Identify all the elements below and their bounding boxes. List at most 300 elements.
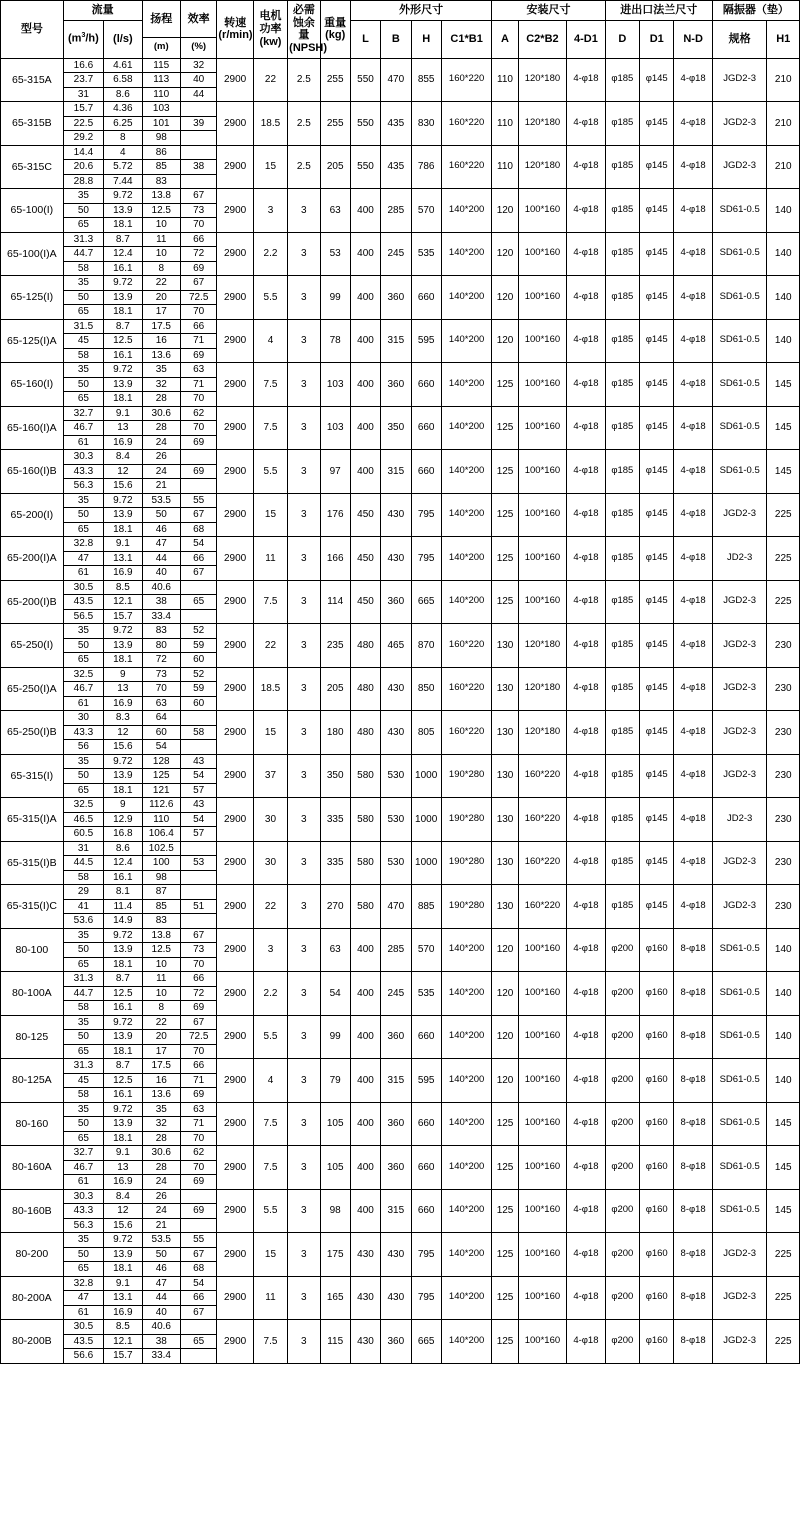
cell-flow-m3h: 30.5 — [63, 580, 103, 595]
cell-flange-d1: φ145 — [640, 885, 674, 929]
cell-efficiency: 55 — [180, 1233, 216, 1248]
cell-flow-m3h: 65 — [63, 522, 103, 537]
cell-speed: 2900 — [217, 1015, 253, 1059]
cell-efficiency: 60 — [180, 653, 216, 668]
cell-weight: 235 — [320, 624, 350, 668]
cell-speed: 2900 — [217, 232, 253, 276]
cell-install-a: 125 — [492, 1102, 518, 1146]
cell-flange-d1: φ145 — [640, 841, 674, 885]
cell-flange-nd: 4-φ18 — [674, 493, 712, 537]
table-row — [1, 450, 800, 465]
cell-damper-spec: SD61-0.5 — [712, 319, 767, 363]
cell-dim-l: 400 — [350, 232, 380, 276]
cell-damper-spec: SD61-0.5 — [712, 363, 767, 407]
cell-head: 17.5 — [142, 1059, 180, 1074]
cell-npsh: 3 — [288, 754, 320, 798]
cell-model: 65-100(I)A — [1, 232, 64, 276]
cell-weight: 166 — [320, 537, 350, 581]
cell-install-4d1: 4-φ18 — [567, 1276, 605, 1320]
cell-install-a: 110 — [492, 102, 518, 146]
table-row — [1, 189, 800, 204]
cell-dim-l: 400 — [350, 189, 380, 233]
cell-flow-m3h: 43.3 — [63, 464, 103, 479]
cell-install-a: 110 — [492, 145, 518, 189]
cell-dim-h: 885 — [411, 885, 441, 929]
cell-efficiency: 69 — [180, 464, 216, 479]
cell-install-4d1: 4-φ18 — [567, 537, 605, 581]
header-weight-label: 重量 — [324, 16, 347, 29]
cell-efficiency: 68 — [180, 1262, 216, 1277]
cell-dim-l: 550 — [350, 58, 380, 102]
cell-dim-h: 660 — [411, 1146, 441, 1190]
header-npsh-unit: (NPSH) — [289, 41, 328, 54]
table-row — [1, 624, 800, 639]
cell-head: 21 — [142, 479, 180, 494]
cell-efficiency: 58 — [180, 725, 216, 740]
header-flow-unit-ls: (l/s) — [104, 20, 142, 58]
cell-model: 80-200 — [1, 1233, 64, 1277]
cell-dim-l: 400 — [350, 319, 380, 363]
cell-efficiency — [180, 131, 216, 146]
cell-install-4d1: 4-φ18 — [567, 363, 605, 407]
cell-dim-b: 360 — [381, 363, 411, 407]
cell-head: 47 — [142, 1276, 180, 1291]
cell-flow-m3h: 61 — [63, 1175, 103, 1190]
cell-efficiency: 59 — [180, 682, 216, 697]
cell-speed: 2900 — [217, 972, 253, 1016]
cell-dim-h: 795 — [411, 493, 441, 537]
cell-dim-b: 530 — [381, 754, 411, 798]
cell-flange-nd: 4-φ18 — [674, 363, 712, 407]
cell-power: 30 — [253, 841, 287, 885]
cell-efficiency: 71 — [180, 334, 216, 349]
cell-efficiency: 52 — [180, 667, 216, 682]
cell-install-a: 125 — [492, 1320, 518, 1364]
cell-dim-h: 795 — [411, 1276, 441, 1320]
cell-head: 87 — [142, 885, 180, 900]
table-row — [1, 667, 800, 682]
cell-efficiency: 70 — [180, 421, 216, 436]
cell-install-a: 120 — [492, 928, 518, 972]
cell-flow-ls: 13.1 — [104, 551, 142, 566]
cell-head: 121 — [142, 783, 180, 798]
cell-damper-h1: 145 — [767, 450, 800, 494]
cell-install-4d1: 4-φ18 — [567, 493, 605, 537]
cell-install-c2b2: 160*220 — [518, 798, 567, 842]
table-row — [1, 972, 800, 987]
header-efficiency: 效率 — [180, 1, 216, 38]
cell-head: 64 — [142, 711, 180, 726]
cell-dim-c1b1: 140*200 — [441, 450, 492, 494]
cell-flow-m3h: 47 — [63, 1291, 103, 1306]
cell-dim-h: 660 — [411, 1189, 441, 1233]
cell-speed: 2900 — [217, 885, 253, 929]
cell-install-4d1: 4-φ18 — [567, 1059, 605, 1103]
cell-efficiency: 67 — [180, 189, 216, 204]
table-row — [1, 1189, 800, 1204]
cell-head: 47 — [142, 537, 180, 552]
cell-dim-b: 530 — [381, 841, 411, 885]
cell-flow-m3h: 58 — [63, 1001, 103, 1016]
cell-speed: 2900 — [217, 1320, 253, 1364]
header-install-A: A — [492, 20, 518, 58]
cell-dim-b: 430 — [381, 711, 411, 755]
table-row — [1, 319, 800, 334]
header-power-unit: (kw) — [259, 35, 282, 48]
cell-power: 18.5 — [253, 667, 287, 711]
cell-head: 53.5 — [142, 1233, 180, 1248]
cell-flow-m3h: 56 — [63, 740, 103, 755]
cell-flow-ls: 18.1 — [104, 783, 142, 798]
cell-flange-d1: φ145 — [640, 276, 674, 320]
cell-head: 54 — [142, 740, 180, 755]
cell-dim-c1b1: 140*200 — [441, 1059, 492, 1103]
cell-weight: 205 — [320, 667, 350, 711]
cell-head: 63 — [142, 696, 180, 711]
header-inout-flange: 进出口法兰尺寸 — [605, 1, 712, 21]
cell-install-c2b2: 160*220 — [518, 841, 567, 885]
cell-dim-c1b1: 140*200 — [441, 1189, 492, 1233]
cell-dim-l: 430 — [350, 1320, 380, 1364]
cell-efficiency: 69 — [180, 261, 216, 276]
cell-flow-m3h: 65 — [63, 392, 103, 407]
cell-dim-b: 470 — [381, 885, 411, 929]
cell-install-c2b2: 120*180 — [518, 102, 567, 146]
cell-flow-ls: 13.1 — [104, 1291, 142, 1306]
cell-head: 50 — [142, 1247, 180, 1262]
cell-head: 128 — [142, 754, 180, 769]
cell-flow-ls: 12.5 — [104, 334, 142, 349]
cell-flow-m3h: 50 — [63, 203, 103, 218]
cell-flow-ls: 18.1 — [104, 305, 142, 320]
cell-flow-ls: 13.9 — [104, 1247, 142, 1262]
cell-efficiency: 69 — [180, 1001, 216, 1016]
cell-flow-ls: 13.9 — [104, 508, 142, 523]
cell-speed: 2900 — [217, 319, 253, 363]
cell-weight: 114 — [320, 580, 350, 624]
cell-install-4d1: 4-φ18 — [567, 232, 605, 276]
cell-model: 65-315C — [1, 145, 64, 189]
cell-dim-h: 660 — [411, 1102, 441, 1146]
cell-flow-ls: 13 — [104, 682, 142, 697]
cell-efficiency: 39 — [180, 116, 216, 131]
cell-efficiency: 32 — [180, 58, 216, 73]
cell-power: 5.5 — [253, 1015, 287, 1059]
cell-dim-b: 530 — [381, 798, 411, 842]
cell-efficiency — [180, 450, 216, 465]
cell-efficiency — [180, 841, 216, 856]
cell-flange-d1: φ145 — [640, 58, 674, 102]
cell-efficiency: 71 — [180, 1117, 216, 1132]
cell-dim-h: 660 — [411, 406, 441, 450]
cell-install-a: 120 — [492, 232, 518, 276]
cell-flange-d1: φ145 — [640, 406, 674, 450]
cell-install-4d1: 4-φ18 — [567, 319, 605, 363]
cell-weight: 335 — [320, 841, 350, 885]
cell-npsh: 2.5 — [288, 145, 320, 189]
cell-flow-m3h: 35 — [63, 1102, 103, 1117]
cell-head: 11 — [142, 972, 180, 987]
cell-flow-m3h: 46.7 — [63, 1160, 103, 1175]
cell-efficiency: 69 — [180, 1088, 216, 1103]
cell-install-c2b2: 120*180 — [518, 624, 567, 668]
cell-power: 22 — [253, 885, 287, 929]
cell-flow-ls: 12 — [104, 464, 142, 479]
cell-speed: 2900 — [217, 1233, 253, 1277]
header-model: 型号 — [1, 1, 64, 59]
cell-dim-l: 480 — [350, 711, 380, 755]
cell-flow-ls: 8.1 — [104, 885, 142, 900]
cell-model: 65-160(I) — [1, 363, 64, 407]
cell-dim-b: 435 — [381, 145, 411, 189]
cell-head: 113 — [142, 73, 180, 88]
cell-head: 35 — [142, 1102, 180, 1117]
cell-efficiency: 43 — [180, 754, 216, 769]
cell-damper-spec: JGD2-3 — [712, 624, 767, 668]
cell-flow-ls: 8.6 — [104, 87, 142, 102]
cell-flow-ls: 9.72 — [104, 754, 142, 769]
cell-efficiency: 70 — [180, 957, 216, 972]
cell-damper-h1: 225 — [767, 493, 800, 537]
cell-damper-spec: JGD2-3 — [712, 711, 767, 755]
cell-dim-l: 400 — [350, 363, 380, 407]
cell-dim-c1b1: 190*280 — [441, 841, 492, 885]
cell-install-a: 120 — [492, 319, 518, 363]
cell-dim-c1b1: 140*200 — [441, 319, 492, 363]
cell-install-4d1: 4-φ18 — [567, 189, 605, 233]
cell-head: 20 — [142, 290, 180, 305]
cell-install-a: 130 — [492, 711, 518, 755]
cell-dim-b: 245 — [381, 232, 411, 276]
cell-flow-ls: 8.7 — [104, 232, 142, 247]
cell-flow-m3h: 44.7 — [63, 986, 103, 1001]
cell-efficiency: 67 — [180, 508, 216, 523]
table-row — [1, 58, 800, 73]
cell-damper-spec: SD61-0.5 — [712, 1102, 767, 1146]
cell-dim-c1b1: 140*200 — [441, 537, 492, 581]
cell-flow-ls: 13.9 — [104, 203, 142, 218]
cell-flow-m3h: 15.7 — [63, 102, 103, 117]
table-row — [1, 928, 800, 943]
cell-flow-ls: 9.72 — [104, 1233, 142, 1248]
cell-head: 17.5 — [142, 319, 180, 334]
cell-npsh: 3 — [288, 928, 320, 972]
cell-flow-ls: 15.6 — [104, 740, 142, 755]
cell-dim-b: 430 — [381, 667, 411, 711]
header-flange-D: D — [605, 20, 639, 58]
header-install-4d1: 4-D1 — [567, 20, 605, 58]
cell-dim-h: 855 — [411, 58, 441, 102]
header-npsh — [288, 1, 328, 59]
cell-head: 38 — [142, 595, 180, 610]
cell-flow-ls: 13.9 — [104, 1117, 142, 1132]
cell-damper-h1: 145 — [767, 363, 800, 407]
cell-efficiency: 54 — [180, 1276, 216, 1291]
cell-flow-m3h: 50 — [63, 290, 103, 305]
cell-dim-h: 535 — [411, 972, 441, 1016]
cell-speed: 2900 — [217, 493, 253, 537]
cell-efficiency: 53 — [180, 856, 216, 871]
table-row — [1, 537, 800, 552]
cell-npsh: 3 — [288, 841, 320, 885]
cell-damper-h1: 225 — [767, 1233, 800, 1277]
cell-flow-m3h: 35 — [63, 754, 103, 769]
cell-flange-d1: φ145 — [640, 493, 674, 537]
cell-head: 83 — [142, 624, 180, 639]
cell-flow-m3h: 43.3 — [63, 725, 103, 740]
cell-dim-b: 285 — [381, 189, 411, 233]
cell-flange-d: φ185 — [605, 145, 639, 189]
cell-flange-d1: φ160 — [640, 972, 674, 1016]
cell-dim-b: 360 — [381, 1320, 411, 1364]
cell-dim-l: 400 — [350, 450, 380, 494]
cell-flange-d1: φ145 — [640, 450, 674, 494]
cell-weight: 53 — [320, 232, 350, 276]
cell-flow-ls: 18.1 — [104, 1262, 142, 1277]
cell-flange-nd: 4-φ18 — [674, 145, 712, 189]
cell-flow-ls: 9.1 — [104, 537, 142, 552]
cell-power: 7.5 — [253, 580, 287, 624]
cell-head: 60 — [142, 725, 180, 740]
cell-head: 53.5 — [142, 493, 180, 508]
cell-head: 40 — [142, 566, 180, 581]
cell-model: 65-315(I)B — [1, 841, 64, 885]
cell-efficiency: 62 — [180, 1146, 216, 1161]
cell-flange-d1: φ145 — [640, 189, 674, 233]
cell-dim-h: 595 — [411, 319, 441, 363]
cell-speed: 2900 — [217, 667, 253, 711]
cell-flow-ls: 4.61 — [104, 58, 142, 73]
cell-flow-m3h: 58 — [63, 1088, 103, 1103]
cell-dim-c1b1: 160*220 — [441, 58, 492, 102]
cell-damper-spec: SD61-0.5 — [712, 450, 767, 494]
cell-dim-l: 400 — [350, 276, 380, 320]
cell-head: 20 — [142, 1030, 180, 1045]
cell-flow-m3h: 31 — [63, 841, 103, 856]
header-row-1 — [1, 1, 800, 21]
cell-flow-ls: 8.4 — [104, 1189, 142, 1204]
cell-speed: 2900 — [217, 624, 253, 668]
cell-dim-h: 795 — [411, 1233, 441, 1277]
cell-weight: 205 — [320, 145, 350, 189]
cell-head: 83 — [142, 914, 180, 929]
cell-install-4d1: 4-φ18 — [567, 580, 605, 624]
cell-efficiency: 72.5 — [180, 1030, 216, 1045]
cell-install-4d1: 4-φ18 — [567, 1320, 605, 1364]
cell-flange-d: φ185 — [605, 711, 639, 755]
cell-head: 38 — [142, 1334, 180, 1349]
cell-damper-spec: SD61-0.5 — [712, 276, 767, 320]
cell-flow-ls: 16.1 — [104, 1088, 142, 1103]
cell-install-4d1: 4-φ18 — [567, 667, 605, 711]
cell-flange-d: φ200 — [605, 972, 639, 1016]
cell-efficiency: 40 — [180, 73, 216, 88]
cell-head: 70 — [142, 682, 180, 697]
cell-model: 80-200A — [1, 1276, 64, 1320]
cell-head: 100 — [142, 856, 180, 871]
cell-flow-m3h: 32.7 — [63, 1146, 103, 1161]
cell-head: 28 — [142, 392, 180, 407]
cell-flow-ls: 18.1 — [104, 653, 142, 668]
cell-flow-m3h: 56.3 — [63, 1218, 103, 1233]
cell-flow-m3h: 35 — [63, 276, 103, 291]
cell-head: 101 — [142, 116, 180, 131]
cell-install-c2b2: 100*160 — [518, 406, 567, 450]
cell-flow-m3h: 58 — [63, 261, 103, 276]
cell-flow-m3h: 35 — [63, 928, 103, 943]
cell-speed: 2900 — [217, 537, 253, 581]
cell-install-c2b2: 160*220 — [518, 754, 567, 798]
cell-flow-ls: 9.72 — [104, 276, 142, 291]
cell-power: 11 — [253, 537, 287, 581]
cell-flow-m3h: 23.7 — [63, 73, 103, 88]
cell-dim-c1b1: 140*200 — [441, 1015, 492, 1059]
cell-flange-d: φ185 — [605, 58, 639, 102]
cell-flow-ls: 15.6 — [104, 479, 142, 494]
cell-efficiency: 67 — [180, 928, 216, 943]
cell-flow-m3h: 16.6 — [63, 58, 103, 73]
cell-head: 10 — [142, 218, 180, 233]
cell-dim-b: 465 — [381, 624, 411, 668]
cell-install-4d1: 4-φ18 — [567, 1146, 605, 1190]
cell-install-a: 125 — [492, 450, 518, 494]
cell-speed: 2900 — [217, 1189, 253, 1233]
cell-weight: 99 — [320, 1015, 350, 1059]
cell-efficiency — [180, 1218, 216, 1233]
cell-damper-spec: SD61-0.5 — [712, 972, 767, 1016]
cell-dim-l: 450 — [350, 493, 380, 537]
cell-dim-c1b1: 140*200 — [441, 580, 492, 624]
cell-dim-c1b1: 140*200 — [441, 363, 492, 407]
cell-damper-h1: 230 — [767, 624, 800, 668]
cell-dim-h: 795 — [411, 537, 441, 581]
header-install-dimensions: 安装尺寸 — [492, 1, 605, 21]
cell-efficiency — [180, 885, 216, 900]
cell-install-c2b2: 100*160 — [518, 1276, 567, 1320]
cell-install-c2b2: 100*160 — [518, 1059, 567, 1103]
cell-flow-ls: 15.6 — [104, 1218, 142, 1233]
cell-efficiency: 72 — [180, 986, 216, 1001]
cell-head: 17 — [142, 1044, 180, 1059]
cell-install-c2b2: 100*160 — [518, 1320, 567, 1364]
cell-speed: 2900 — [217, 58, 253, 102]
cell-flange-nd: 8-φ18 — [674, 972, 712, 1016]
table-row — [1, 1102, 800, 1117]
header-dim-c1b1: C1*B1 — [441, 20, 492, 58]
cell-flange-nd: 8-φ18 — [674, 1189, 712, 1233]
cell-efficiency: 54 — [180, 769, 216, 784]
cell-efficiency: 71 — [180, 377, 216, 392]
cell-power: 3 — [253, 189, 287, 233]
cell-head: 12.5 — [142, 203, 180, 218]
table-row — [1, 1146, 800, 1161]
cell-install-c2b2: 100*160 — [518, 1102, 567, 1146]
cell-flow-m3h: 58 — [63, 870, 103, 885]
header-power-label: 电机功率 — [259, 10, 282, 35]
cell-flow-ls: 12.5 — [104, 1073, 142, 1088]
cell-dim-l: 400 — [350, 1059, 380, 1103]
cell-flow-m3h: 58 — [63, 348, 103, 363]
cell-dim-h: 830 — [411, 102, 441, 146]
cell-dim-b: 350 — [381, 406, 411, 450]
cell-flange-d1: φ160 — [640, 1059, 674, 1103]
cell-power: 5.5 — [253, 1189, 287, 1233]
cell-flange-d: φ200 — [605, 1276, 639, 1320]
cell-flange-d1: φ160 — [640, 1146, 674, 1190]
cell-flange-nd: 4-φ18 — [674, 232, 712, 276]
table-row — [1, 580, 800, 595]
cell-flow-ls: 18.1 — [104, 1131, 142, 1146]
